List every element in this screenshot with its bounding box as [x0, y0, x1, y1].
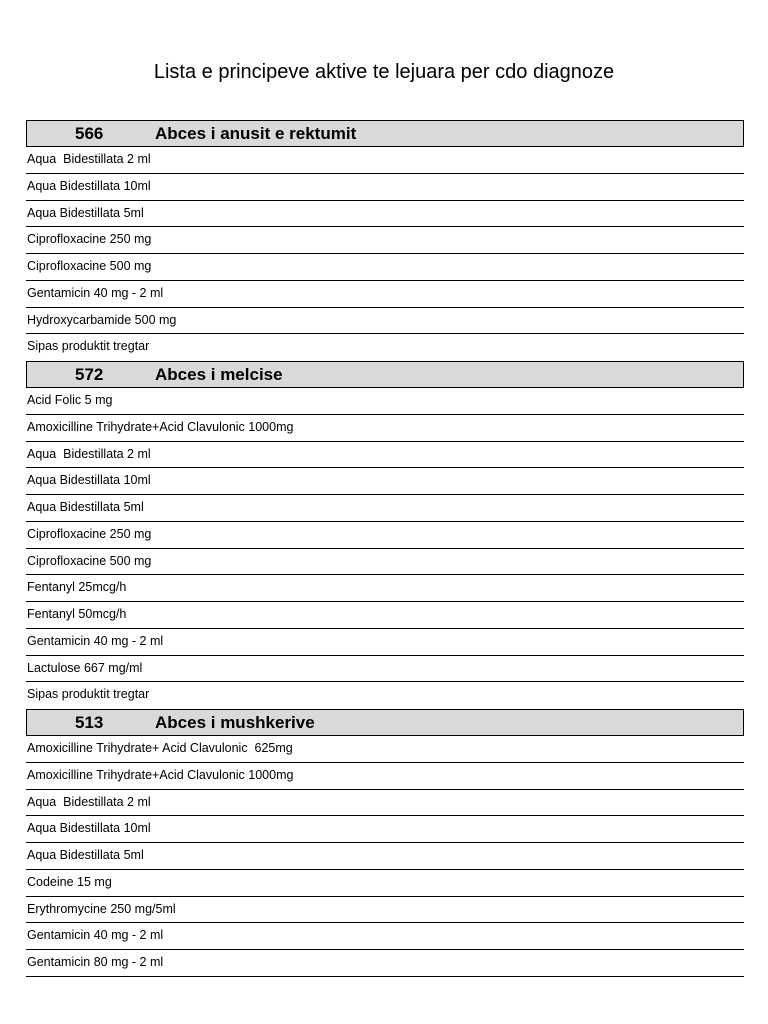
medicine-row: Ciprofloxacine 500 mg [26, 254, 744, 281]
diagnosis-code: 513 [75, 713, 104, 732]
medicine-row: Ciprofloxacine 500 mg [26, 549, 744, 576]
medicine-row: Acid Folic 5 mg [26, 388, 744, 415]
medicine-row: Lactulose 667 mg/ml [26, 656, 744, 683]
medicine-row: Sipas produktit tregtar [27, 687, 150, 702]
medicine-row: Amoxicilline Trihydrate+Acid Clavulonic 1000mg [26, 415, 744, 442]
medicine-row: Fentanyl 25mcg/h [26, 575, 744, 602]
medicine-row: Aqua Bidestillata 2 ml [26, 147, 744, 174]
medicine-row: Gentamicin 40 mg - 2 ml [26, 281, 744, 308]
medicine-row: Aqua Bidestillata 5ml [26, 843, 744, 870]
medicine-row: Fentanyl 50mcg/h [26, 602, 744, 629]
medicine-row: Aqua Bidestillata 2 ml [26, 442, 744, 469]
medicine-row: Ciprofloxacine 250 mg [26, 227, 744, 254]
section-header [26, 120, 744, 147]
medicine-row: Aqua Bidestillata 5ml [26, 495, 744, 522]
medicine-row: Amoxicilline Trihydrate+Acid Clavulonic 1000mg [26, 763, 744, 790]
diagnosis-section [26, 361, 744, 709]
medicine-row: Aqua Bidestillata 2 ml [26, 790, 744, 817]
medicine-row: Sipas produktit tregtar [27, 339, 150, 354]
medicine-row: Codeine 15 mg [26, 870, 744, 897]
medicine-row: Amoxicilline Trihydrate+ Acid Clavulonic 625mg [26, 736, 744, 763]
medicine-row: Aqua Bidestillata 10ml [26, 816, 744, 843]
medicine-row: Erythromycine 250 mg/5ml [26, 897, 744, 924]
medicine-row: Aqua Bidestillata 5ml [26, 201, 744, 228]
section-header [26, 709, 744, 736]
medicine-row: Gentamicin 80 mg - 2 ml [26, 950, 744, 977]
diagnosis-section [26, 709, 744, 977]
diagnosis-sections [26, 120, 744, 977]
medicine-row: Gentamicin 40 mg - 2 ml [26, 923, 744, 950]
diagnosis-name: Abces i mushkerive [155, 713, 315, 732]
medicine-row: Ciprofloxacine 250 mg [26, 522, 744, 549]
medicine-row: Hydroxycarbamide 500 mg [26, 308, 744, 335]
medicine-row: Aqua Bidestillata 10ml [26, 174, 744, 201]
document-title: Lista e principeve aktive te lejuara per cdo diagnoze [153, 61, 615, 83]
diagnosis-code: 572 [75, 365, 104, 384]
medicine-row: Aqua Bidestillata 10ml [26, 468, 744, 495]
diagnosis-name: Abces i anusit e rektumit [155, 124, 357, 143]
section-header [26, 361, 744, 388]
diagnosis-name: Abces i melcise [155, 365, 283, 384]
diagnosis-section [26, 120, 744, 361]
diagnosis-code: 566 [75, 124, 104, 143]
medicine-row: Gentamicin 40 mg - 2 ml [26, 629, 744, 656]
